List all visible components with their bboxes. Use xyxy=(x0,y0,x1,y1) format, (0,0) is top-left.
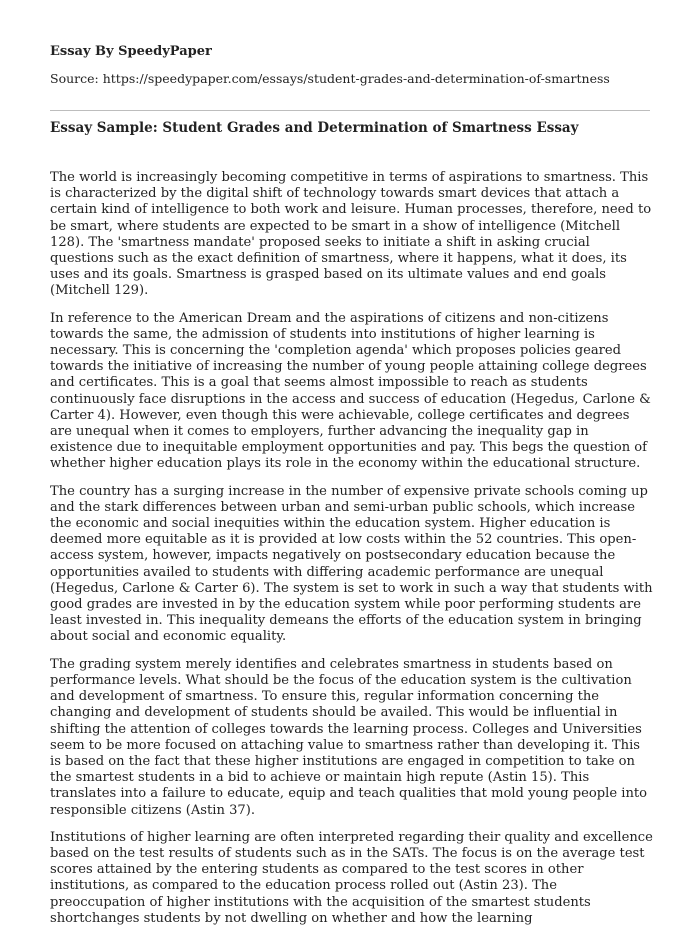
essay-paragraph-2: In reference to the American Dream and the aspirations of citizens and non-citizens towards the same, the admission of students into institutions of higher learning is necessary. This is concerning the 'completion agenda' which proposes policies geared towards the initiative of increasing the number of young people attaining college degrees and certificates. This is a goal that seems almost impossible to reach as students continuously face disruptions in the access and success of education (Hegedus, Carlone & Carter 4). However, even though this were achievable, college certificates and degrees are unequal when it comes to employers, further advancing the inequality gap in existence due to inequitable employment opportunities and pay. This begs the question of whether higher education plays its role in the economy within the educational structure. xyxy=(50,310,651,472)
essay-paragraph-3: The country has a surging increase in the number of expensive private schools coming up and the stark differences between urban and semi-urban public schools, which increase the economic and social inequities within the education system. Higher education is deemed more equitable as it is provided at low costs within the 52 countries. This open-access system, however, impacts negatively on postsecondary education because the opportunities availed to students with differing academic performance are unequal (Hegedus, Carlone & Carter 6). The system is set to work in such a way that students with good grades are invested in by the education system while poor performing students are least invested in. This inequality demeans the efforts of the education system in bringing about social and economic equality. xyxy=(50,483,653,645)
essay-title: Essay Sample: Student Grades and Determination of Smartness Essay xyxy=(50,120,579,136)
essay-paragraph-5: Institutions of higher learning are often interpreted regarding their quality and excellence based on the test results of students such as in the SATs. The focus is on the average test scores attained by the entering students as compared to the test scores in other institutions, as compared to the education process rolled out (Astin 23). The preoccupation of higher institutions with the acquisition of the smartest students shortchanges students by not dwelling on whether and how the learning xyxy=(50,829,653,926)
essay-paragraph-4: The grading system merely identifies and celebrates smartness in students based on performance levels. What should be the focus of the education system is the cultivation and development of smartness. To ensure this, regular information concerning the changing and development of students should be availed. This would be influential in shifting the attention of colleges towards the learning process. Colleges and Universities seem to be more focused on attaching value to smartness rather than developing it. This is based on the fact that these higher institutions are engaged in competition to take on the smartest students in a bid to achieve or maintain high repute (Astin 15). This translates into a failure to educate, equip and teach qualities that mold young people into responsible citizens (Astin 37). xyxy=(50,656,648,818)
document-header-title: Essay By SpeedyPaper xyxy=(50,44,212,59)
essay-body xyxy=(50,170,653,938)
source-label: Source: xyxy=(50,71,99,86)
source-line xyxy=(50,71,610,86)
essay-paragraph-1: The world is increasingly becoming competitive in terms of aspirations to smartness. This is characterized by the digital shift of technology towards smart devices that attach a certain kind of intelligence to both work and leisure. Human processes, therefore, need to be smart, where students are expected to be smart in a show of intelligence (Mitchell 128). The 'smartness mandate' proposed seeks to initiate a shift in asking crucial questions such as the exact definition of smartness, where it happens, what it does, its uses and its goals. Smartness is grasped based on its ultimate values and end goals (Mitchell 129). xyxy=(50,170,652,299)
header-divider xyxy=(50,110,650,111)
source-url: https://speedypaper.com/essays/student-grades-and-determination-of-smartness xyxy=(102,71,610,86)
